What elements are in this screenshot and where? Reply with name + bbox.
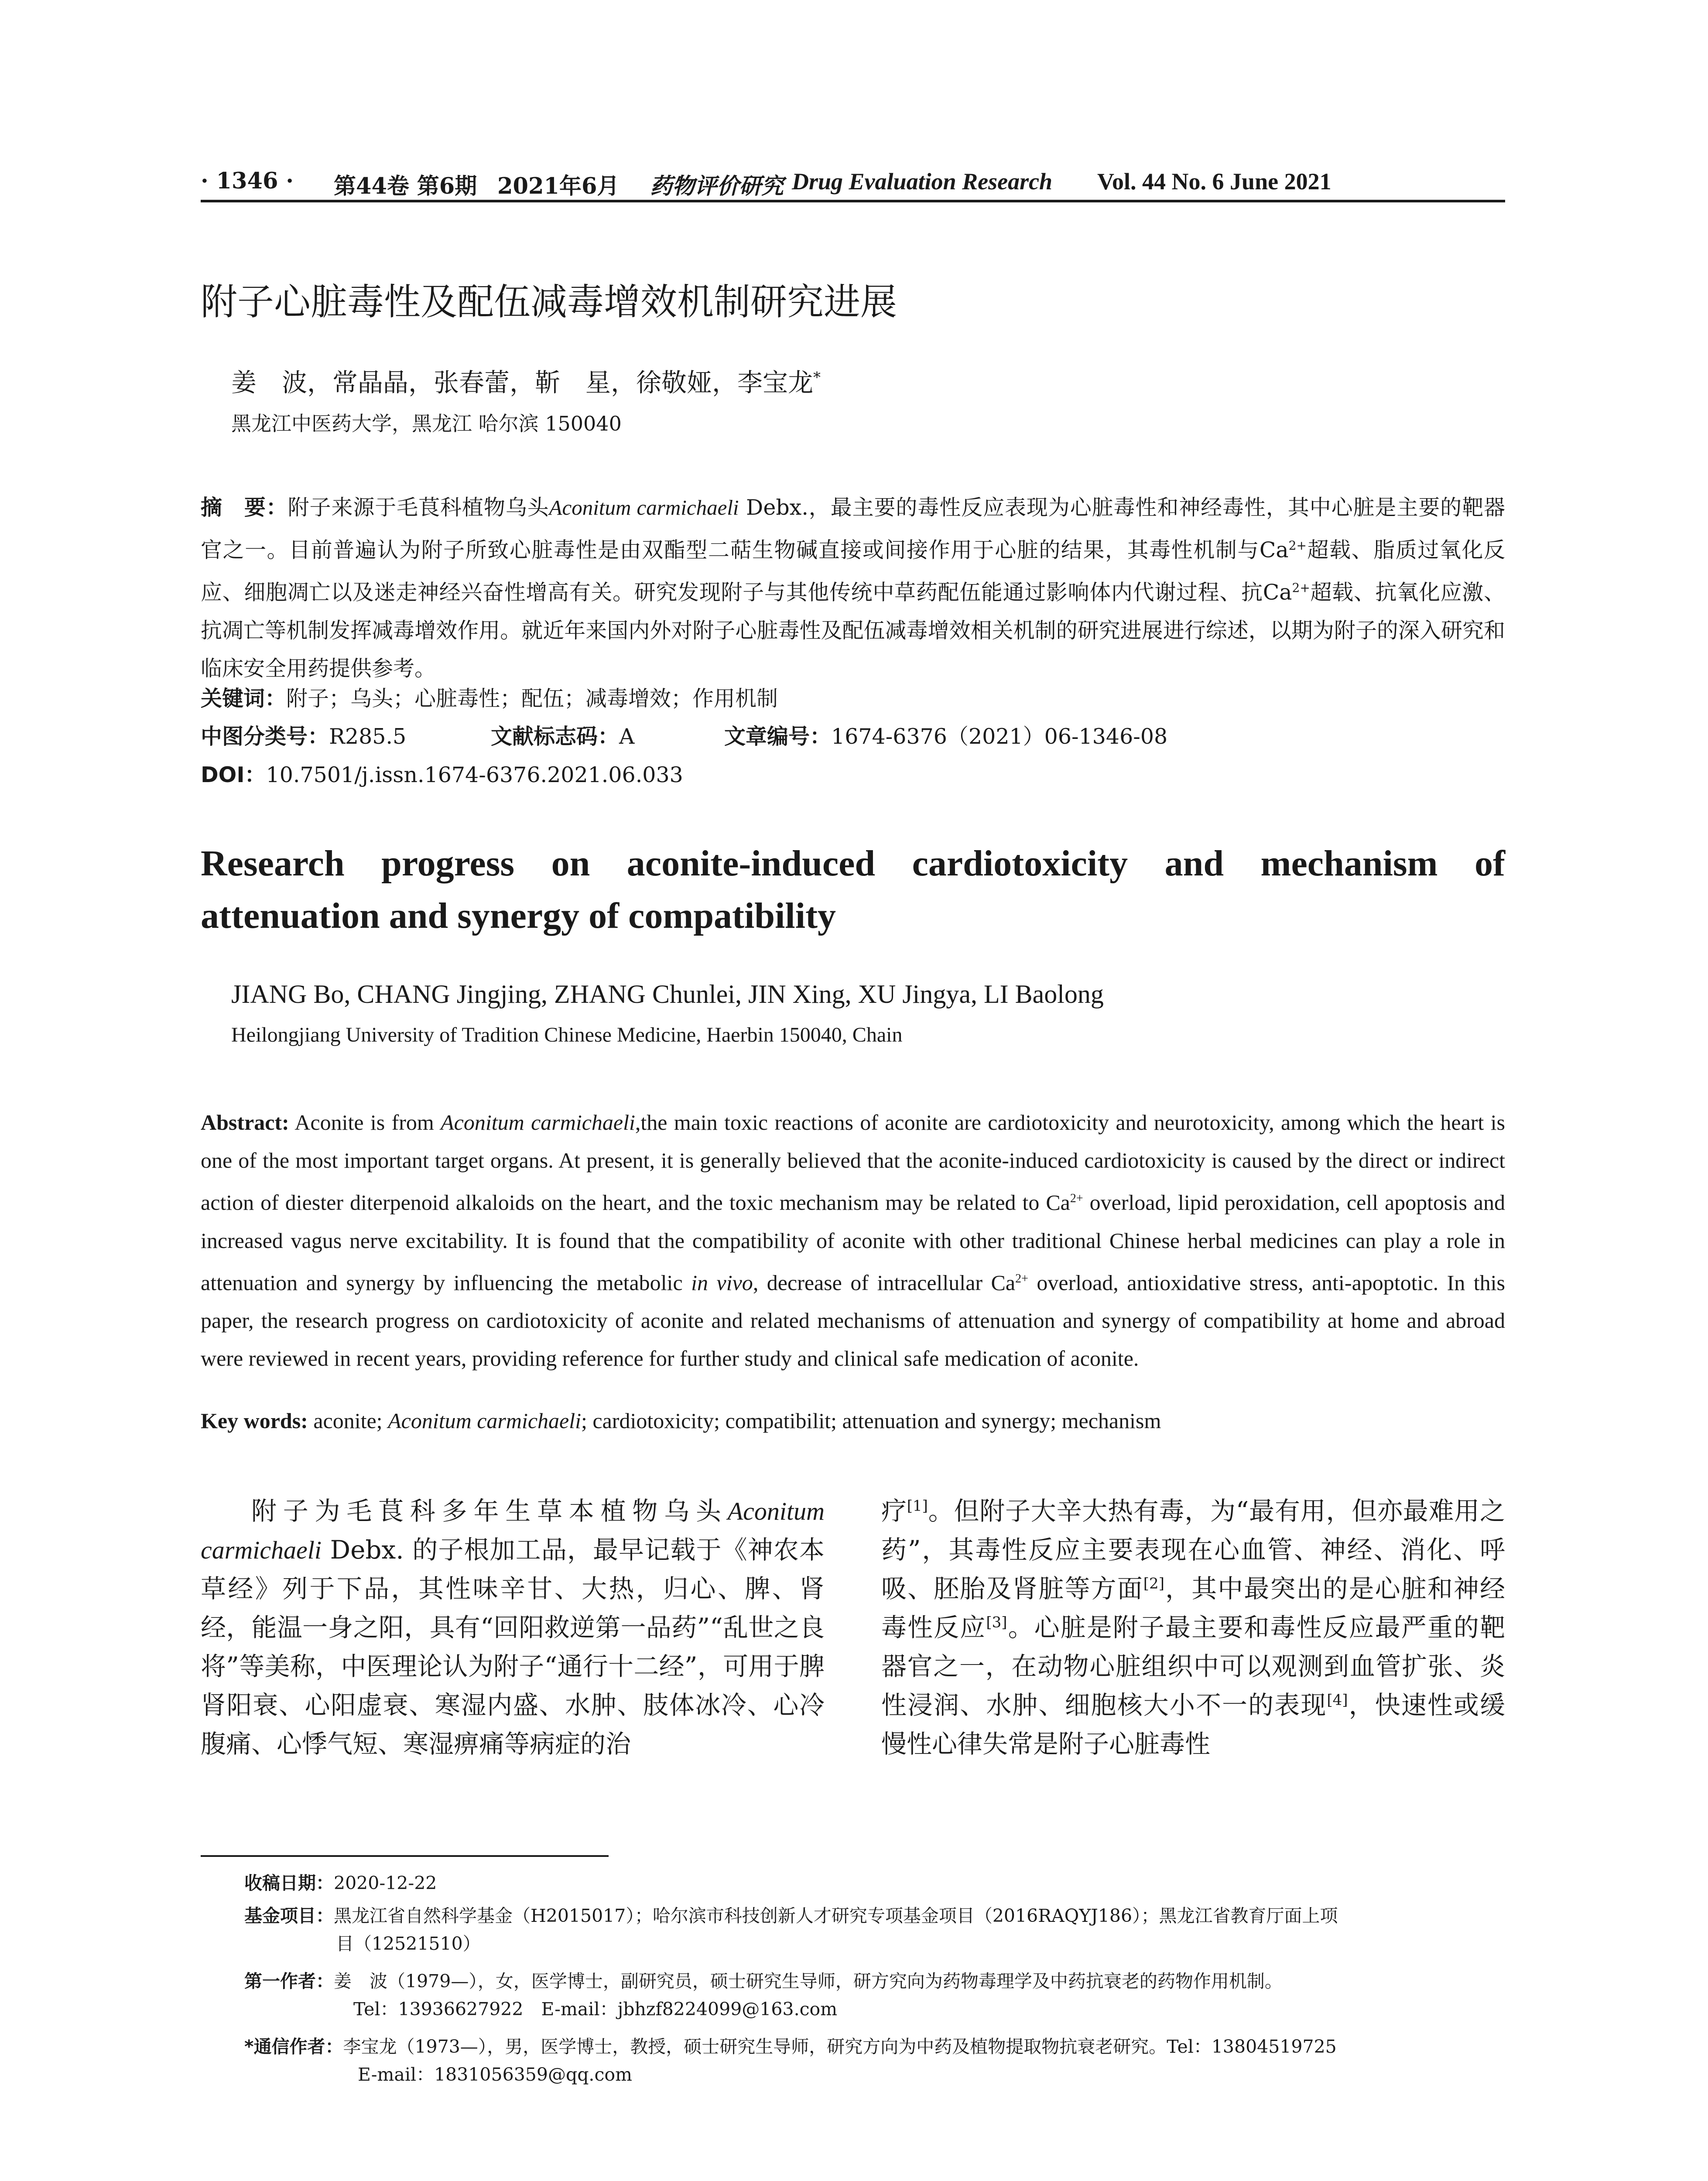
author-list-cn <box>231 362 821 399</box>
doc-code-label: 文献标志码： <box>491 724 620 749</box>
clc-label: 中图分类号： <box>201 724 329 749</box>
keywords-cn-text: 附子；乌头；心脏毒性；配伍；减毒增效；作用机制 <box>286 686 778 711</box>
doi-line <box>201 758 683 789</box>
superscript: 2+ <box>1288 538 1307 553</box>
corr-author-text: 李宝龙（1973—），男，医学博士，教授，硕士研究生导师，研究方向为中药及植物提取物抗衰老研究。Tel：13804519725 <box>343 2036 1337 2057</box>
abstract-cn-text: 超载、脂质过氧化反应、细胞凋亡以及迷走神经兴奋性增高有关。研究发现附子与其他传统中草药配伍能通过影响体内代谢过程、抗Ca <box>201 537 1505 605</box>
title-word: and <box>1164 843 1224 884</box>
abstract-cn-text: 附子来源于毛茛科植物乌头 <box>288 495 549 520</box>
footnote-corresponding-author <box>244 2033 1505 2089</box>
document-code <box>491 720 724 750</box>
first-author-line <box>244 1967 1505 1995</box>
abstract-en-species: Aconitum carmichaeli <box>441 1110 635 1135</box>
abstract-cn-species: Aconitum carmichaeli <box>549 496 739 520</box>
header-issue-cn: 第44卷 第6期 <box>334 173 477 199</box>
body-text: 。但附子大辛大热有毒，为“最有用，但亦最难用之药”，其毒性反应主要表现在心血管、神经、消化、呼吸、胚胎及肾脏等方面 <box>881 1496 1505 1603</box>
body-text: ，其中最突出的是心脏和神经毒性反应 <box>881 1574 1505 1642</box>
affiliation-cn: 黑龙江中医药大学，黑龙江 哈尔滨 150040 <box>231 412 622 435</box>
body-text: 附子为毛茛科多年生草本植物乌头 <box>251 1496 728 1526</box>
clc-number <box>201 720 491 750</box>
abstract-cn-label: 摘 要： <box>201 495 288 520</box>
fund-label: 基金项目： <box>244 1905 334 1926</box>
abstract-en-text: overload, lipid peroxidation, cell apoptosis and increased vagus nerve excitability. It is found that the compatibility of aconite with other traditional Chinese herbal medicines can play a role in attenuation and synergy by influencing the metabolic <box>201 1190 1505 1295</box>
abstract-en-in-vivo: in vivo <box>691 1270 753 1295</box>
body-column-left <box>201 1492 825 1764</box>
body-text: ，快速性或缓慢性心律失常是附子心脏毒性 <box>881 1690 1505 1759</box>
footnote-first-author <box>244 1967 1505 2023</box>
footnote-received <box>244 1869 1505 1897</box>
first-author-contact: Tel：13936627922 E-mail：jbhzf8224099@163.com <box>353 1999 838 2020</box>
title-word: of <box>1475 843 1505 884</box>
body-text: 疗 <box>881 1496 907 1526</box>
title-en-line-1 <box>201 838 1505 890</box>
header-journal-en: Drug Evaluation Research <box>792 168 1053 195</box>
author-list-en: JIANG Bo, CHANG Jingjing, ZHANG Chunlei, JIN Xing, XU Jingya, LI Baolong <box>231 980 1104 1008</box>
article-title-en <box>201 838 1505 942</box>
abstract-en-text: ,the main toxic reactions of aconite are cardiotoxicity and neurotoxicity, among which the heart is one of the most important target organs. At present, it is generally believed that the aconite-induced cardiotoxicity is caused by the direct or indirect action of diester diterpenoid alkaloids on the heart, and the toxic mechanism may be related to Ca <box>201 1110 1505 1215</box>
footnote-rule <box>201 1855 609 1857</box>
keywords-en-text: aconite; <box>308 1408 388 1433</box>
citation-ref: [4] <box>1327 1691 1348 1709</box>
body-text: Debx. 的子根加工品，最早记载于《神农本草经》列于下品，其性味辛甘、大热，归心、脾、肾经，能温一身之阳，具有“回阳救逆第一品药”“乱世之良将”等美称，中医理论认为附子“通行十二经”，可用于脾肾阳衰、心阳虚衰、寒湿内盛、水肿、肢体冰冷、心冷腹痛、心悸气短、寒湿痹痛等病症的治 <box>201 1535 825 1759</box>
citation-ref: [1] <box>907 1497 928 1515</box>
title-word: aconite-induced <box>626 843 876 884</box>
header-rule <box>201 200 1505 202</box>
abstract-en-text: overload, antioxidative stress, anti-apoptotic. In this paper, the research progress on cardiotoxicity of aconite and related mechanisms of attenuation and synergy of compatibility at home and abroad were reviewed in recent years, providing reference for further study and clinical safe medication of aconite. <box>201 1270 1506 1371</box>
header-date-cn: 2021年6月 <box>497 173 620 199</box>
fund-line-continued: 目（12521510） <box>336 1933 481 1954</box>
body-text: 。心脏是附子最主要和毒性反应最严重的靶器官之一，在动物心脏组织中可以观测到血管扩张、炎性浸润、水肿、细胞核大小不一的表现 <box>881 1613 1505 1720</box>
first-author-label: 第一作者： <box>244 1971 334 1992</box>
title-word: progress <box>381 843 515 884</box>
body-species: Aconitum carmichaeli <box>201 1497 825 1564</box>
keywords-en <box>201 1408 1505 1433</box>
fund-line <box>244 1902 1505 1930</box>
superscript: 2+ <box>1070 1192 1083 1205</box>
authors-cn-text: 姜 波，常晶晶，张春蕾，靳 星，徐敬娅，李宝龙 <box>231 368 814 397</box>
abstract-en-text: Aconite is from <box>289 1110 441 1135</box>
corr-author-email: E-mail：1831056359@qq.com <box>358 2064 632 2085</box>
first-author-text: 姜 波（1979—），女，医学博士，副研究员，硕士研究生导师，研方究向为药物毒理学及中药抗衰老的药物作用机制。 <box>334 1971 1283 1992</box>
corr-author-label: *通信作者： <box>244 2036 343 2057</box>
affiliation-en: Heilongjiang University of Tradition Chinese Medicine, Haerbin 150040, Chain <box>231 1023 903 1046</box>
header-issue-en: Vol. 44 No. 6 June 2021 <box>1097 168 1331 195</box>
header-page-number: · 1346 · <box>201 168 294 194</box>
keywords-en-text: ; cardiotoxicity; compatibilit; attenuation and synergy; mechanism <box>581 1408 1161 1433</box>
corr-author-line <box>244 2033 1505 2061</box>
doi-value: 10.7501/j.issn.1674-6376.2021.06.033 <box>266 762 683 787</box>
keywords-en-species: Aconitum carmichaeli <box>388 1408 582 1433</box>
title-en-line-2: attenuation and synergy of compatibility <box>201 896 836 936</box>
title-word: mechanism <box>1260 843 1438 884</box>
citation-ref: [2] <box>1143 1575 1164 1593</box>
article-title-cn: 附子心脏毒性及配伍减毒增效机制研究进展 <box>201 280 897 323</box>
title-word: on <box>551 843 590 884</box>
doc-code-value: A <box>619 724 635 749</box>
abstract-en-label: Abstract: <box>201 1110 289 1135</box>
abstract-en <box>201 1104 1505 1378</box>
received-label: 收稿日期： <box>244 1873 334 1894</box>
article-number-label: 文章编号： <box>724 724 832 749</box>
article-number <box>724 720 1167 750</box>
doi-label: DOI： <box>201 762 266 787</box>
abstract-cn-text: Debx.，最主要的毒性反应表现为心脏毒性和神经毒性，其中心脏是主要的靶器官之一。目前普遍认为附子所致心脏毒性是由双酯型二萜生物碱直接或间接作用于心脏的结果，其毒性机制与Ca <box>201 495 1505 563</box>
abstract-en-text: , decrease of intracellular Ca <box>753 1270 1016 1295</box>
superscript: 2+ <box>1292 581 1310 595</box>
abstract-cn <box>201 489 1505 687</box>
received-date: 2020-12-22 <box>334 1873 437 1894</box>
footnote-fund <box>244 1902 1505 1958</box>
article-number-value: 1674-6376（2021）06-1346-08 <box>831 724 1168 749</box>
corresponding-author-mark: * <box>813 369 821 386</box>
journal-logo-cn: 药物评价研究 <box>650 174 784 199</box>
clc-value: R285.5 <box>329 724 407 749</box>
title-word: Research <box>201 843 345 884</box>
body-column-right <box>881 1492 1505 1764</box>
title-word: cardiotoxicity <box>912 843 1128 884</box>
abstract-cn-text: 超载、抗氧化应激、抗凋亡等机制发挥减毒增效作用。就近年来国内外对附子心脏毒性及配伍减毒增效相关机制的研究进展进行综述，以期为附子的深入研究和临床安全用药提供参考。 <box>201 580 1505 681</box>
citation-ref: [3] <box>986 1614 1007 1631</box>
keywords-cn <box>201 682 778 712</box>
superscript: 2+ <box>1015 1272 1028 1285</box>
keywords-en-label: Key words: <box>201 1408 308 1433</box>
fund-text: 黑龙江省自然科学基金（H2015017）；哈尔滨市科技创新人才研究专项基金项目（2016RAQYJ186）；黑龙江省教育厅面上项 <box>334 1905 1338 1926</box>
classification-line <box>201 720 1167 750</box>
keywords-cn-label: 关键词： <box>201 686 287 711</box>
